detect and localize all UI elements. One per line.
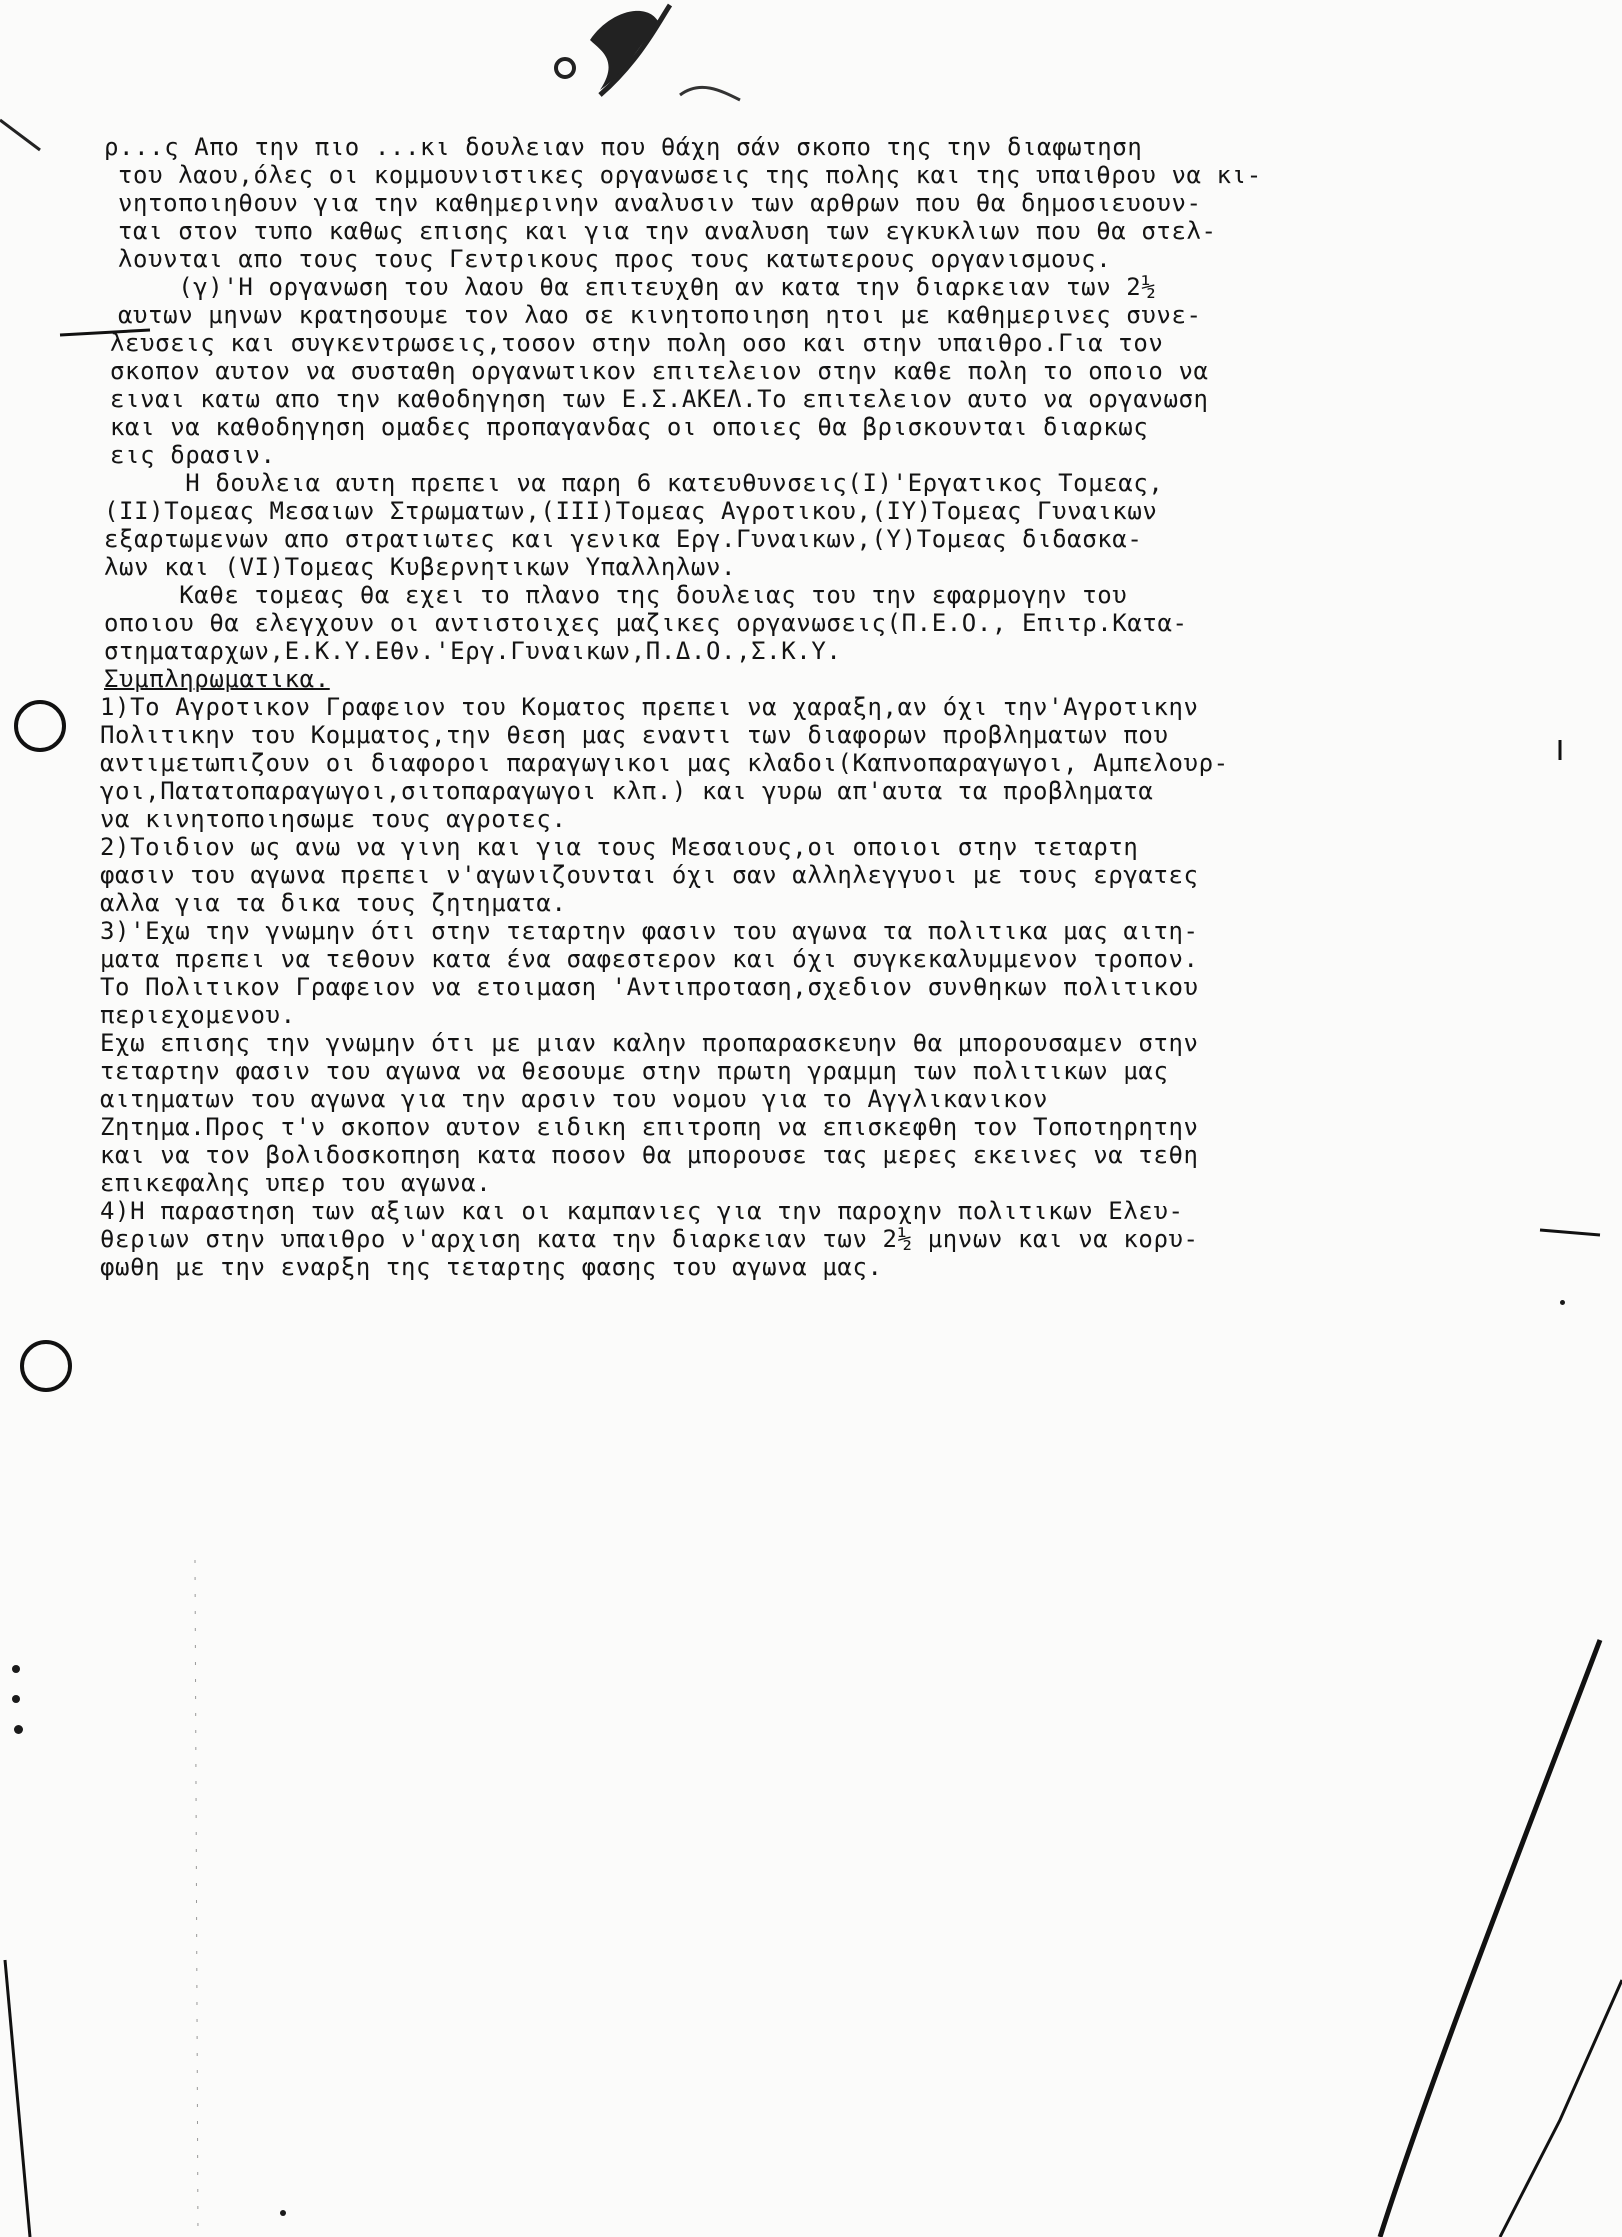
text-line: Πολιτικην του Κομματος,την θεση μας εναντι των διαφορων προβληματων που	[100, 721, 1169, 749]
text-line: ται στον τυπο καθως επισης και για την αναλυση των εγκυκλιων που θα στελ-	[118, 217, 1217, 245]
text-line: εις δρασιν.	[110, 441, 276, 469]
speck	[1560, 1300, 1565, 1305]
text-line: φωθη με την εναρξη της τεταρτης φασης του αγωνα μας.	[100, 1253, 883, 1281]
text-line: (II)Τομεας Μεσαιων Στρωματων,(III)Τομεας Αγροτικου,(IY)Τομεας Γυναικων	[104, 497, 1158, 525]
top-small-ring	[556, 59, 574, 77]
text-line: αντιμετωπιζουν οι διαφοροι παραγωγικοι μας κλαδοι(Καπνοπαραγωγοι, Αμπελουρ-	[100, 749, 1229, 777]
text-line: Το Πολιτικον Γραφειον να ετοιμαση 'Αντιπροταση,σχεδιον συνθηκων πολιτικου	[100, 973, 1199, 1001]
text-line: και να καθοδηγηση ομαδες προπαγανδας οι οποιες θα βρισκουνται διαρκως	[110, 413, 1149, 441]
text-line: θεριων στην υπαιθρο ν'αρχιση κατα την διαρκειαν των 2½ μηνων και να κορυ-	[100, 1225, 1199, 1253]
folded-corner-line-1	[1380, 1640, 1600, 2237]
text-line: επικεφαλης υπερ του αγωνα.	[100, 1169, 492, 1197]
punch-hole-upper	[14, 700, 66, 752]
text-line: αυτων μηνων κρατησουμε τον λαο σε κινητοποιηση ητοι με καθημερινες συνε-	[118, 301, 1202, 329]
text-line: εξαρτωμενων απο στρατιωτες και γενικα Εργ.Γυναικων,(Y)Τομεας διδασκα-	[104, 525, 1143, 553]
text-line: αιτηματων του αγωνα για την αρσιν του νομου για το Αγγλικανικον	[100, 1085, 1049, 1113]
speck	[12, 1695, 20, 1703]
text-line: Καθε τομεας θα εχει το πλανο της δουλειας του την εφαρμογην του	[104, 581, 1128, 609]
text-line: Εχω επισης την γνωμην ότι με μιαν καλην προπαρασκευην θα μπορουσαμεν στην	[100, 1029, 1199, 1057]
text-line: φασιν του αγωνα πρεπει ν'αγωνιζουνται όχι σαν αλληλεγγυοι με τους εργατες	[100, 861, 1199, 889]
text-line: (γ)'Η οργανωση του λαου θα επιτευχθη αν κατα την διαρκειαν των 2½	[118, 273, 1157, 301]
text-line: λευσεις και συγκεντρωσεις,τοσον στην πολη οσο και στην υπαιθρο.Για τον	[110, 329, 1164, 357]
text-line: ματα πρεπει να τεθουν κατα ένα σαφεστερον και όχι συγκεκαλυμμενον τροπον.	[100, 945, 1199, 973]
punch-hole-lower	[20, 1340, 72, 1392]
text-line: Ζητημα.Προς τ'ν σκοπον αυτον ειδικη επιτροπη να επισκεφθη τον Τοποτηρητην	[100, 1113, 1199, 1141]
text-line: αλλα για τα δικα τους ζητηματα.	[100, 889, 567, 917]
speck	[12, 1665, 20, 1673]
text-line: οποιου θα ελεγχουν οι αντιστοιχες μαζικες οργανωσεις(Π.Ε.Ο., Επιτρ.Κατα-	[104, 609, 1188, 637]
top-smudge-stroke	[600, 5, 670, 95]
text-line: 2)Τοιδιον ως ανω να γινη και για τους Μεσαιους,οι οποιοι στην τεταρτη	[100, 833, 1139, 861]
speck	[14, 1725, 23, 1734]
folded-corner-line-2	[1500, 1980, 1622, 2237]
text-line: λων και (VI)Τομεας Κυβερνητικων Υπαλληλων.	[104, 553, 737, 581]
text-line: τεταρτην φασιν του αγωνα να θεσουμε στην πρωτη γραμμη των πολιτικων μας	[100, 1057, 1169, 1085]
text-line: γοι,Πατατοπαραγωγοι,σιτοπαραγωγοι κλπ.) και γυρω απ'αυτα τα προβληματα	[100, 777, 1154, 805]
text-line: 4)Η παραστηση των αξιων και οι καμπανιες για την παροχην πολιτικων Ελευ-	[100, 1197, 1184, 1225]
text-line: ειναι κατω απο την καθοδηγηση των Ε.Σ.ΑΚΕΛ.Το επιτελειον αυτο να οργανωση	[110, 385, 1209, 413]
top-smudge	[590, 11, 660, 90]
text-line: Η δουλεια αυτη πρεπει να παρη 6 κατευθυνσεις(I)'Εργατικος Τομεας,	[110, 469, 1164, 497]
text-line: νητοποιηθουν για την καθημερινην αναλυσιν των αρθρων που θα δημοσιευουν-	[118, 189, 1202, 217]
speck	[280, 2210, 286, 2216]
text-line: λουνται απο τους τους Γεντρικους προς τους κατωτερους οργανισμους.	[118, 245, 1112, 273]
section-heading: Συμπληρωματικα.	[104, 665, 330, 693]
text-line: 3)'Εχω την γνωμην ότι στην τεταρτην φασιν του αγωνα τα πολιτικα μας αιτη-	[100, 917, 1199, 945]
text-line: στηματαρχων,Ε.Κ.Υ.Εθν.'Εργ.Γυναικων,Π.Δ.Ο.,Σ.Κ.Υ.	[104, 637, 842, 665]
text-line: σκοπον αυτον να συσταθη οργανωτικον επιτελειον στην καθε πολη το οποιο να	[110, 357, 1209, 385]
text-line: περιεχομενου.	[100, 1001, 296, 1029]
text-line: ρ...ς Απο την πιο ...κι δουλειαν που θάχη σάν σκοπο της την διαφωτηση	[104, 133, 1143, 161]
text-line: του λαου,όλες οι κομμουνιστικες οργανωσεις της πολης και της υπαιθρου να κι-	[118, 161, 1262, 189]
text-line: 1)Το Αγροτικον Γραφειον του Κοματος πρεπει να χαραξη,αν όχι την'Αγροτικην	[100, 693, 1199, 721]
text-line: και να τον βολιδοσκοπηση κατα ποσον θα μπορουσε τας μερες εκεινες να τεθη	[100, 1141, 1199, 1169]
text-line: να κινητοποιησωμε τους αγροτες.	[100, 805, 567, 833]
